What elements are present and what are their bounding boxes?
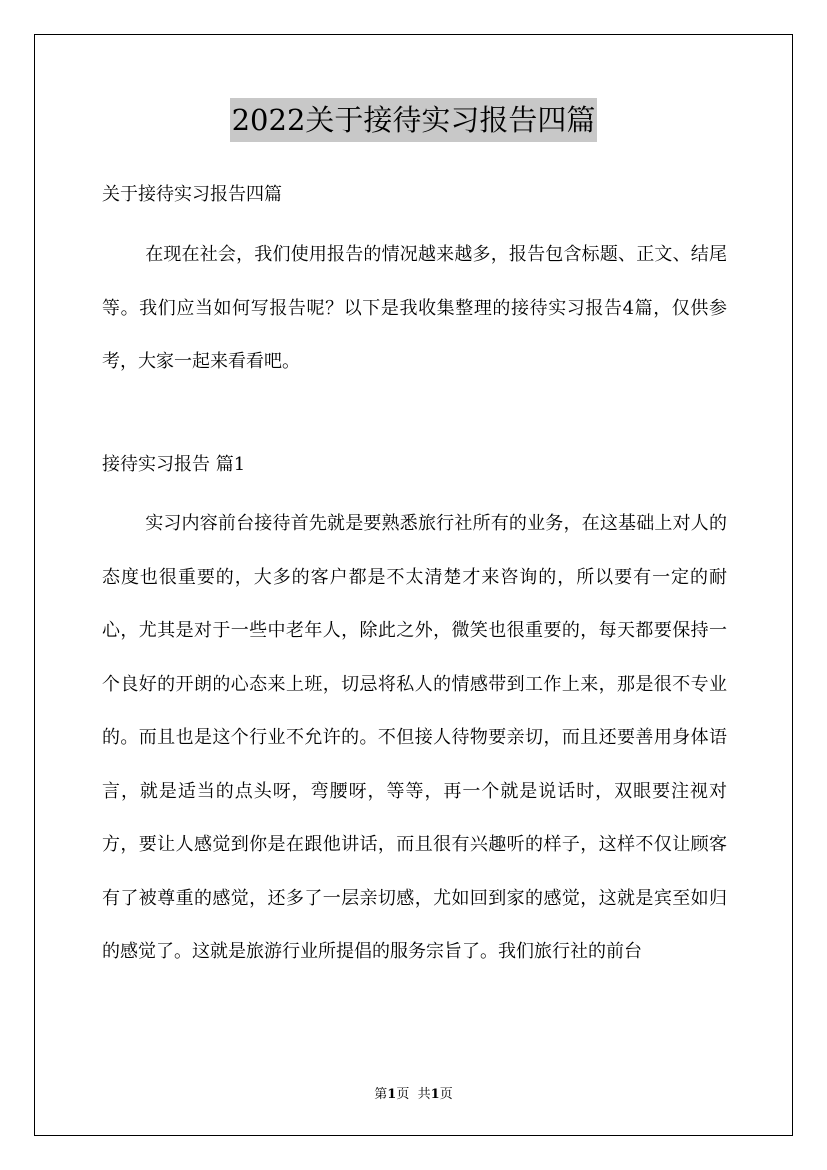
footer-total-number: 1: [430, 1087, 440, 1102]
footer-total-suffix: 页: [439, 1087, 453, 1102]
document-subtitle: 关于接待实习报告四篇: [102, 184, 282, 205]
footer-total-prefix: 共: [417, 1087, 431, 1102]
section-body-paragraph: 实习内容前台接待首先就是要熟悉旅行社所有的业务，在这基础上对人的态度也很重要的，大多的客户都是不太清楚才来咨询的，所以要有一定的耐心，尤其是对于一些中老年人，除此之外，微笑也很重要的，每天都要保持一个良好的开朗的心态来上班，切忌将私人的情感带到工作上来，那是很不专业的。而且也是这个行业不允许的。不但接人待物要亲切，而且还要善用身体语言，就是适当的点头呀，弯腰呀，等等，再一个就是说话时，双眼要注视对方，要让人感觉到你是在跟他讲话，而且很有兴趣听的样子，这样不仅让顾客有了被尊重的感觉，还多了一层亲切感，尤如回到家的感觉，这就是宾至如归的感觉了。这就是旅游行业所提倡的服务宗旨了。我们旅行社的前台: [102, 513, 727, 962]
footer-page-suffix: 页: [396, 1087, 410, 1102]
footer-page-prefix: 第: [374, 1087, 388, 1102]
document-title: 2022关于接待实习报告四篇: [230, 98, 598, 142]
document-title-wrapper: [0, 98, 827, 142]
page-footer: [0, 1083, 827, 1102]
footer-page-number: 1: [387, 1087, 397, 1102]
intro-paragraph: 在现在社会，我们使用报告的情况越来越多，报告包含标题、正文、结尾等。我们应当如何写报告呢？以下是我收集整理的接待实习报告4篇，仅供参考，大家一起来看看吧。: [102, 244, 727, 372]
section-heading: 接待实习报告 篇1: [102, 454, 246, 475]
